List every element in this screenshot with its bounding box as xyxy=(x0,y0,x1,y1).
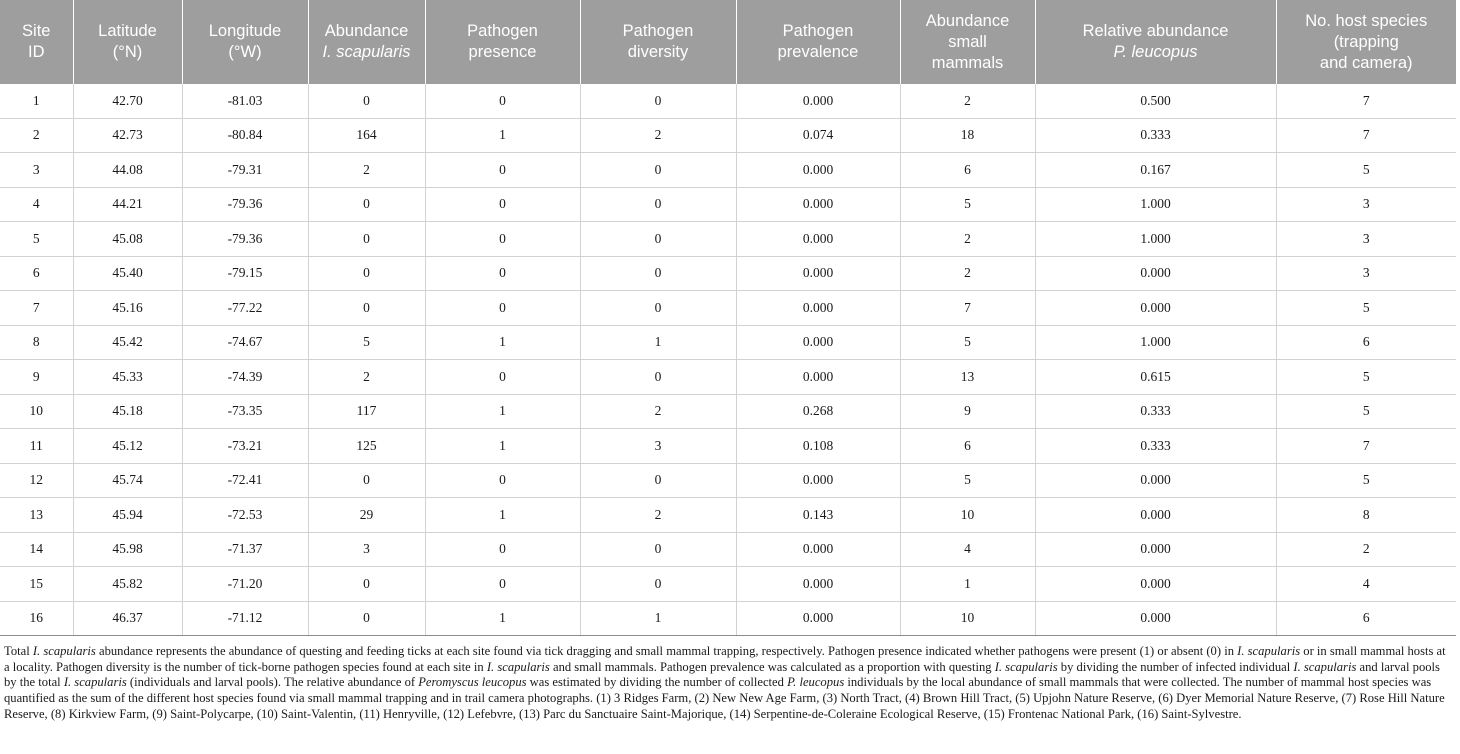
table-row xyxy=(0,118,1456,153)
cell-abundance-small-mammals: 10 xyxy=(900,601,1035,636)
cell-latitude: 44.21 xyxy=(73,187,182,222)
cell-abundance-small-mammals: 6 xyxy=(900,153,1035,188)
header-text: Abundance xyxy=(925,11,1010,30)
table-row xyxy=(0,394,1456,429)
cell-relative-abundance-p-leucopus: 0.000 xyxy=(1035,291,1276,326)
cell-pathogen-diversity: 0 xyxy=(580,256,736,291)
cell-no-host-species: 7 xyxy=(1276,118,1456,153)
cell-abundance-small-mammals: 5 xyxy=(900,325,1035,360)
cell-abundance-i-scapularis: 0 xyxy=(308,256,425,291)
cell-abundance-small-mammals: 6 xyxy=(900,429,1035,464)
footnote-text: was estimated by dividing the number of collected xyxy=(526,675,788,690)
header-text: (°W) xyxy=(228,43,262,61)
cell-longitude: -71.12 xyxy=(182,601,308,636)
header-text-italic: P. leucopus xyxy=(1113,43,1198,61)
table-row xyxy=(0,498,1456,533)
cell-relative-abundance-p-leucopus: 0.000 xyxy=(1035,601,1276,636)
cell-site-id: 12 xyxy=(0,463,73,498)
cell-latitude: 46.37 xyxy=(73,601,182,636)
cell-latitude: 45.82 xyxy=(73,567,182,602)
table-row xyxy=(0,256,1456,291)
header-text: (°N) xyxy=(112,43,143,61)
cell-pathogen-diversity: 0 xyxy=(580,532,736,567)
cell-latitude: 45.40 xyxy=(73,256,182,291)
footnote-species-name: I. scapularis xyxy=(486,659,550,674)
footnote-text: Total xyxy=(4,644,33,658)
table-row xyxy=(0,187,1456,222)
cell-abundance-small-mammals: 7 xyxy=(900,291,1035,326)
cell-no-host-species: 6 xyxy=(1276,601,1456,636)
cell-latitude: 45.16 xyxy=(73,291,182,326)
cell-pathogen-prevalence: 0.000 xyxy=(736,463,900,498)
header-no-host-species xyxy=(1276,0,1456,84)
cell-relative-abundance-p-leucopus: 0.333 xyxy=(1035,394,1276,429)
cell-pathogen-prevalence: 0.000 xyxy=(736,222,900,257)
cell-relative-abundance-p-leucopus: 0.000 xyxy=(1035,567,1276,602)
footnote-species-name: I. scapularis xyxy=(1293,659,1357,674)
header-latitude xyxy=(73,0,182,84)
footnote-text: (individuals and larval pools). The relative abundance of xyxy=(126,675,419,690)
cell-relative-abundance-p-leucopus: 0.000 xyxy=(1035,532,1276,567)
cell-no-host-species: 5 xyxy=(1276,291,1456,326)
cell-site-id: 7 xyxy=(0,291,73,326)
header-abundance-i-scapularis xyxy=(308,0,425,84)
cell-latitude: 45.12 xyxy=(73,429,182,464)
cell-no-host-species: 3 xyxy=(1276,256,1456,291)
cell-longitude: -71.20 xyxy=(182,567,308,602)
cell-pathogen-presence: 0 xyxy=(425,153,580,188)
footnote-species-name: I. scapularis xyxy=(1237,644,1301,658)
table-row xyxy=(0,325,1456,360)
cell-pathogen-prevalence: 0.000 xyxy=(736,256,900,291)
cell-pathogen-diversity: 0 xyxy=(580,153,736,188)
cell-abundance-small-mammals: 1 xyxy=(900,567,1035,602)
cell-no-host-species: 5 xyxy=(1276,463,1456,498)
cell-abundance-small-mammals: 2 xyxy=(900,222,1035,257)
cell-pathogen-presence: 0 xyxy=(425,532,580,567)
cell-pathogen-diversity: 1 xyxy=(580,325,736,360)
cell-pathogen-prevalence: 0.108 xyxy=(736,429,900,464)
header-relative-abundance-p-leucopus xyxy=(1035,0,1276,84)
cell-abundance-i-scapularis: 0 xyxy=(308,222,425,257)
cell-pathogen-prevalence: 0.000 xyxy=(736,187,900,222)
cell-pathogen-prevalence: 0.268 xyxy=(736,394,900,429)
cell-pathogen-diversity: 0 xyxy=(580,84,736,118)
footnote-text: or in small mammal hosts at a locality. Pathogen diversity is the number of tick-borne pathogen species found at each site in xyxy=(4,644,1446,674)
cell-longitude: -71.37 xyxy=(182,532,308,567)
cell-abundance-i-scapularis: 0 xyxy=(308,601,425,636)
cell-pathogen-presence: 1 xyxy=(425,429,580,464)
table-row xyxy=(0,463,1456,498)
cell-pathogen-prevalence: 0.000 xyxy=(736,291,900,326)
cell-pathogen-diversity: 3 xyxy=(580,429,736,464)
cell-longitude: -74.67 xyxy=(182,325,308,360)
cell-pathogen-presence: 1 xyxy=(425,325,580,360)
cell-relative-abundance-p-leucopus: 1.000 xyxy=(1035,187,1276,222)
cell-pathogen-prevalence: 0.074 xyxy=(736,118,900,153)
cell-longitude: -77.22 xyxy=(182,291,308,326)
cell-pathogen-diversity: 1 xyxy=(580,601,736,636)
cell-site-id: 15 xyxy=(0,567,73,602)
cell-relative-abundance-p-leucopus: 0.167 xyxy=(1035,153,1276,188)
cell-abundance-i-scapularis: 117 xyxy=(308,394,425,429)
cell-latitude: 44.08 xyxy=(73,153,182,188)
header-text: small xyxy=(948,32,987,51)
header-pathogen-diversity xyxy=(580,0,736,84)
cell-pathogen-presence: 0 xyxy=(425,567,580,602)
cell-abundance-i-scapularis: 0 xyxy=(308,187,425,222)
header-text-italic: I. scapularis xyxy=(322,43,411,61)
header-text: (trapping xyxy=(1333,32,1399,51)
cell-pathogen-presence: 1 xyxy=(425,498,580,533)
header-pathogen-prevalence xyxy=(736,0,900,84)
cell-abundance-i-scapularis: 0 xyxy=(308,567,425,602)
header-text: Pathogen xyxy=(782,22,854,40)
footnote-text: abundance represents the abundance of questing and feeding ticks at each site found via tick dragging and small mammal trapping, respectively. Pathogen presence indicated whether pathogens were present (1) or absent (0) in xyxy=(95,644,1238,658)
cell-site-id: 2 xyxy=(0,118,73,153)
header-text: mammals xyxy=(931,53,1004,72)
table-row xyxy=(0,532,1456,567)
cell-latitude: 45.08 xyxy=(73,222,182,257)
table-row xyxy=(0,601,1456,636)
cell-abundance-i-scapularis: 29 xyxy=(308,498,425,533)
cell-abundance-i-scapularis: 2 xyxy=(308,153,425,188)
cell-no-host-species: 2 xyxy=(1276,532,1456,567)
cell-pathogen-prevalence: 0.000 xyxy=(736,601,900,636)
cell-abundance-i-scapularis: 5 xyxy=(308,325,425,360)
cell-abundance-small-mammals: 18 xyxy=(900,118,1035,153)
cell-abundance-small-mammals: 4 xyxy=(900,532,1035,567)
header-text: and camera) xyxy=(1319,53,1413,72)
header-text: Pathogen xyxy=(467,22,538,40)
cell-abundance-i-scapularis: 0 xyxy=(308,84,425,118)
cell-abundance-small-mammals: 5 xyxy=(900,463,1035,498)
cell-pathogen-diversity: 0 xyxy=(580,291,736,326)
header-abundance-small-mammals xyxy=(900,0,1035,84)
cell-abundance-small-mammals: 9 xyxy=(900,394,1035,429)
cell-pathogen-prevalence: 0.000 xyxy=(736,532,900,567)
cell-pathogen-diversity: 0 xyxy=(580,222,736,257)
cell-pathogen-diversity: 0 xyxy=(580,567,736,602)
header-text: Pathogen xyxy=(622,22,694,40)
cell-relative-abundance-p-leucopus: 0.333 xyxy=(1035,429,1276,464)
cell-abundance-small-mammals: 10 xyxy=(900,498,1035,533)
cell-site-id: 6 xyxy=(0,256,73,291)
header-text: ID xyxy=(28,43,45,61)
table-row xyxy=(0,291,1456,326)
cell-longitude: -80.84 xyxy=(182,118,308,153)
cell-relative-abundance-p-leucopus: 0.000 xyxy=(1035,463,1276,498)
cell-no-host-species: 5 xyxy=(1276,394,1456,429)
cell-no-host-species: 5 xyxy=(1276,153,1456,188)
header-text: presence xyxy=(468,43,537,61)
cell-site-id: 16 xyxy=(0,601,73,636)
cell-abundance-small-mammals: 13 xyxy=(900,360,1035,395)
cell-pathogen-presence: 1 xyxy=(425,118,580,153)
cell-pathogen-prevalence: 0.000 xyxy=(736,360,900,395)
cell-pathogen-diversity: 0 xyxy=(580,360,736,395)
footnote-species-name: P. leucopus xyxy=(787,675,845,690)
cell-site-id: 8 xyxy=(0,325,73,360)
cell-longitude: -74.39 xyxy=(182,360,308,395)
cell-no-host-species: 4 xyxy=(1276,567,1456,602)
cell-no-host-species: 3 xyxy=(1276,222,1456,257)
cell-pathogen-diversity: 2 xyxy=(580,394,736,429)
header-row xyxy=(0,0,1456,84)
header-site-id xyxy=(0,0,73,84)
cell-pathogen-prevalence: 0.000 xyxy=(736,325,900,360)
cell-latitude: 42.73 xyxy=(73,118,182,153)
header-pathogen-presence xyxy=(425,0,580,84)
cell-pathogen-presence: 1 xyxy=(425,394,580,429)
footnote-species-name: Peromyscus leucopus xyxy=(418,675,527,690)
footnote-text: and larval pools by the total xyxy=(4,659,1440,690)
cell-relative-abundance-p-leucopus: 1.000 xyxy=(1035,222,1276,257)
cell-longitude: -72.53 xyxy=(182,498,308,533)
cell-pathogen-diversity: 2 xyxy=(580,498,736,533)
cell-pathogen-prevalence: 0.143 xyxy=(736,498,900,533)
cell-pathogen-prevalence: 0.000 xyxy=(736,84,900,118)
table-row xyxy=(0,84,1456,118)
header-text: No. host species xyxy=(1305,11,1428,30)
footnote-species-name: I. scapularis xyxy=(994,659,1058,674)
table-row xyxy=(0,222,1456,257)
cell-no-host-species: 7 xyxy=(1276,429,1456,464)
table-body xyxy=(0,84,1456,636)
header-text: Longitude xyxy=(208,22,282,40)
footnote-text: and small mammals. Pathogen prevalence was calculated as a proportion with questing xyxy=(549,659,995,674)
cell-site-id: 10 xyxy=(0,394,73,429)
cell-abundance-i-scapularis: 0 xyxy=(308,291,425,326)
table-footnote xyxy=(4,644,1454,723)
cell-relative-abundance-p-leucopus: 0.000 xyxy=(1035,256,1276,291)
footnote-species-name: I. scapularis xyxy=(32,644,96,658)
cell-latitude: 45.18 xyxy=(73,394,182,429)
header-text: Abundance xyxy=(324,22,409,40)
cell-relative-abundance-p-leucopus: 0.615 xyxy=(1035,360,1276,395)
cell-latitude: 45.42 xyxy=(73,325,182,360)
cell-site-id: 9 xyxy=(0,360,73,395)
cell-latitude: 45.98 xyxy=(73,532,182,567)
cell-site-id: 4 xyxy=(0,187,73,222)
cell-site-id: 3 xyxy=(0,153,73,188)
cell-abundance-i-scapularis: 125 xyxy=(308,429,425,464)
cell-pathogen-prevalence: 0.000 xyxy=(736,567,900,602)
table-header xyxy=(0,0,1456,84)
cell-pathogen-presence: 0 xyxy=(425,256,580,291)
table-row xyxy=(0,153,1456,188)
cell-abundance-small-mammals: 5 xyxy=(900,187,1035,222)
cell-relative-abundance-p-leucopus: 0.333 xyxy=(1035,118,1276,153)
table-row xyxy=(0,567,1456,602)
header-text: Latitude xyxy=(98,22,157,40)
cell-no-host-species: 7 xyxy=(1276,84,1456,118)
header-text: Site xyxy=(22,22,51,40)
cell-site-id: 14 xyxy=(0,532,73,567)
cell-abundance-small-mammals: 2 xyxy=(900,84,1035,118)
cell-pathogen-presence: 1 xyxy=(425,601,580,636)
cell-relative-abundance-p-leucopus: 1.000 xyxy=(1035,325,1276,360)
footnote-text: individuals by the local abundance of small mammals that were collected. The number of mammal host species was quantified as the sum of the different host species found via small mammal trapping and in trail camera photographs. (1) 3 Ridges Farm, (2) New New Age Farm, (3) North Tract, (4) Brown Hill Tract, (5) Upjohn Nature Reserve, (6) Dyer Memorial Nature Reserve, (7) Rose Hill Nature Reserve, (8) Kirkview Farm, (9) Saint-Polycarpe, (10) Saint-Valentin, (11) Henryville, (12) Lefebvre, (13) Parc du Sanctuaire Saint-Majorique, (14) Serpentine-de-Coleraine Ecological Reserve, (15) Frontenac National Park, (16) Saint-Sylvestre. xyxy=(4,675,1445,721)
cell-longitude: -73.21 xyxy=(182,429,308,464)
cell-pathogen-diversity: 0 xyxy=(580,187,736,222)
cell-abundance-i-scapularis: 0 xyxy=(308,463,425,498)
cell-abundance-i-scapularis: 164 xyxy=(308,118,425,153)
cell-latitude: 42.70 xyxy=(73,84,182,118)
cell-no-host-species: 5 xyxy=(1276,360,1456,395)
cell-site-id: 5 xyxy=(0,222,73,257)
cell-no-host-species: 6 xyxy=(1276,325,1456,360)
cell-abundance-small-mammals: 2 xyxy=(900,256,1035,291)
cell-pathogen-presence: 0 xyxy=(425,360,580,395)
cell-relative-abundance-p-leucopus: 0.000 xyxy=(1035,498,1276,533)
cell-pathogen-presence: 0 xyxy=(425,187,580,222)
cell-longitude: -79.36 xyxy=(182,222,308,257)
cell-no-host-species: 8 xyxy=(1276,498,1456,533)
table-row xyxy=(0,429,1456,464)
cell-pathogen-diversity: 0 xyxy=(580,463,736,498)
cell-site-id: 13 xyxy=(0,498,73,533)
cell-longitude: -81.03 xyxy=(182,84,308,118)
footnote-text: by dividing the number of infected individual xyxy=(1057,659,1294,674)
cell-longitude: -79.36 xyxy=(182,187,308,222)
header-text: Relative abundance xyxy=(1082,22,1229,40)
cell-relative-abundance-p-leucopus: 0.500 xyxy=(1035,84,1276,118)
cell-pathogen-prevalence: 0.000 xyxy=(736,153,900,188)
cell-abundance-i-scapularis: 2 xyxy=(308,360,425,395)
cell-pathogen-presence: 0 xyxy=(425,222,580,257)
header-longitude xyxy=(182,0,308,84)
cell-latitude: 45.74 xyxy=(73,463,182,498)
cell-pathogen-presence: 0 xyxy=(425,463,580,498)
cell-longitude: -72.41 xyxy=(182,463,308,498)
cell-latitude: 45.33 xyxy=(73,360,182,395)
cell-latitude: 45.94 xyxy=(73,498,182,533)
header-text: diversity xyxy=(627,43,689,61)
cell-pathogen-diversity: 2 xyxy=(580,118,736,153)
cell-longitude: -79.15 xyxy=(182,256,308,291)
cell-site-id: 1 xyxy=(0,84,73,118)
cell-pathogen-presence: 0 xyxy=(425,291,580,326)
footnote-species-name: I. scapularis xyxy=(63,675,127,690)
cell-longitude: -73.35 xyxy=(182,394,308,429)
cell-pathogen-presence: 0 xyxy=(425,84,580,118)
cell-longitude: -79.31 xyxy=(182,153,308,188)
cell-site-id: 11 xyxy=(0,429,73,464)
cell-no-host-species: 3 xyxy=(1276,187,1456,222)
header-text: prevalence xyxy=(777,43,859,61)
cell-abundance-i-scapularis: 3 xyxy=(308,532,425,567)
table-row xyxy=(0,360,1456,395)
